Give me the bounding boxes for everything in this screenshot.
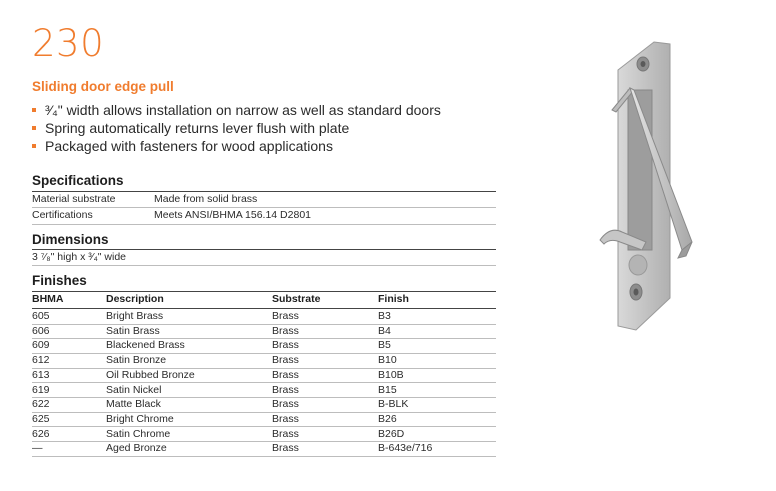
finish-cell: B26 — [378, 412, 397, 425]
description-cell: Satin Brass — [106, 324, 160, 337]
substrate-cell: Brass — [272, 368, 299, 381]
table-row-divider — [32, 382, 496, 383]
dimensions-value: 3 ⁷⁄₈" high x ³⁄₄" wide — [32, 251, 127, 263]
bhma-cell: 606 — [32, 324, 50, 337]
description-cell: Satin Chrome — [106, 427, 171, 440]
column-header-substrate: Substrate — [272, 293, 321, 305]
finish-cell: B-BLK — [378, 398, 409, 411]
feature-item — [32, 119, 441, 137]
bullet-icon — [32, 108, 36, 112]
finish-cell: B10 — [378, 354, 397, 367]
finish-cell: B15 — [378, 383, 397, 396]
divider — [32, 265, 496, 266]
finishes-title: Finishes — [32, 273, 87, 288]
description-cell: Bright Chrome — [106, 412, 174, 425]
divider — [32, 249, 496, 250]
substrate-cell: Brass — [272, 442, 299, 455]
dimensions-title: Dimensions — [32, 232, 109, 247]
feature-text: Packaged with fasteners for wood applications — [45, 138, 333, 154]
bhma-cell: 622 — [32, 398, 50, 411]
bhma-cell: 626 — [32, 427, 50, 440]
table-row-divider — [32, 426, 496, 427]
substrate-cell: Brass — [272, 383, 299, 396]
edge-pull-product-image — [570, 30, 730, 350]
bhma-cell: 625 — [32, 412, 50, 425]
divider — [32, 291, 496, 292]
bhma-cell: — — [32, 442, 43, 455]
table-row-divider — [32, 324, 496, 325]
substrate-cell: Brass — [272, 324, 299, 337]
table-row-divider — [32, 353, 496, 354]
table-row-divider — [32, 412, 496, 413]
bhma-cell: 613 — [32, 368, 50, 381]
description-cell: Satin Nickel — [106, 383, 162, 396]
spec-value: Made from solid brass — [154, 193, 258, 205]
feature-item — [32, 137, 441, 155]
table-row-divider — [32, 456, 496, 457]
substrate-cell: Brass — [272, 354, 299, 367]
divider — [32, 308, 496, 309]
description-cell: Matte Black — [106, 398, 161, 411]
description-cell: Aged Bronze — [106, 442, 167, 455]
bhma-cell: 619 — [32, 383, 50, 396]
product-subtitle: Sliding door edge pull — [32, 79, 174, 94]
finish-cell: B5 — [378, 339, 391, 352]
bhma-cell: 609 — [32, 339, 50, 352]
spec-label: Certifications — [32, 209, 93, 221]
feature-list — [32, 101, 441, 155]
model-number: 230 — [32, 22, 105, 65]
finish-cell: B-643e/716 — [378, 442, 433, 455]
description-cell: Bright Brass — [106, 310, 164, 322]
substrate-cell: Brass — [272, 427, 299, 440]
table-row-divider — [32, 338, 496, 339]
divider — [32, 224, 496, 225]
description-cell: Satin Bronze — [106, 354, 167, 367]
divider — [32, 191, 496, 192]
table-row-divider — [32, 397, 496, 398]
finish-cell: B26D — [378, 427, 405, 440]
description-cell: Oil Rubbed Bronze — [106, 368, 195, 381]
spec-label: Material substrate — [32, 193, 116, 205]
finish-cell: B10B — [378, 368, 404, 381]
specifications-title: Specifications — [32, 173, 124, 188]
column-header-finish: Finish — [378, 293, 409, 305]
substrate-cell: Brass — [272, 412, 299, 425]
column-header-description: Description — [106, 293, 164, 305]
finish-cell: B3 — [378, 310, 391, 322]
substrate-cell: Brass — [272, 398, 299, 411]
table-row-divider — [32, 368, 496, 369]
feature-item — [32, 101, 441, 119]
column-header-bhma: BHMA — [32, 293, 64, 305]
finish-cell: B4 — [378, 324, 391, 337]
divider — [32, 207, 496, 208]
bhma-cell: 612 — [32, 354, 50, 367]
bullet-icon — [32, 126, 36, 130]
bhma-cell: 605 — [32, 310, 50, 322]
feature-text: ³⁄₄" width allows installation on narrow as well as standard doors — [45, 102, 441, 118]
bullet-icon — [32, 144, 36, 148]
feature-text: Spring automatically returns lever flush with plate — [45, 120, 350, 136]
substrate-cell: Brass — [272, 339, 299, 352]
substrate-cell: Brass — [272, 310, 299, 322]
description-cell: Blackened Brass — [106, 339, 185, 352]
spec-value: Meets ANSI/BHMA 156.14 D2801 — [154, 209, 312, 221]
